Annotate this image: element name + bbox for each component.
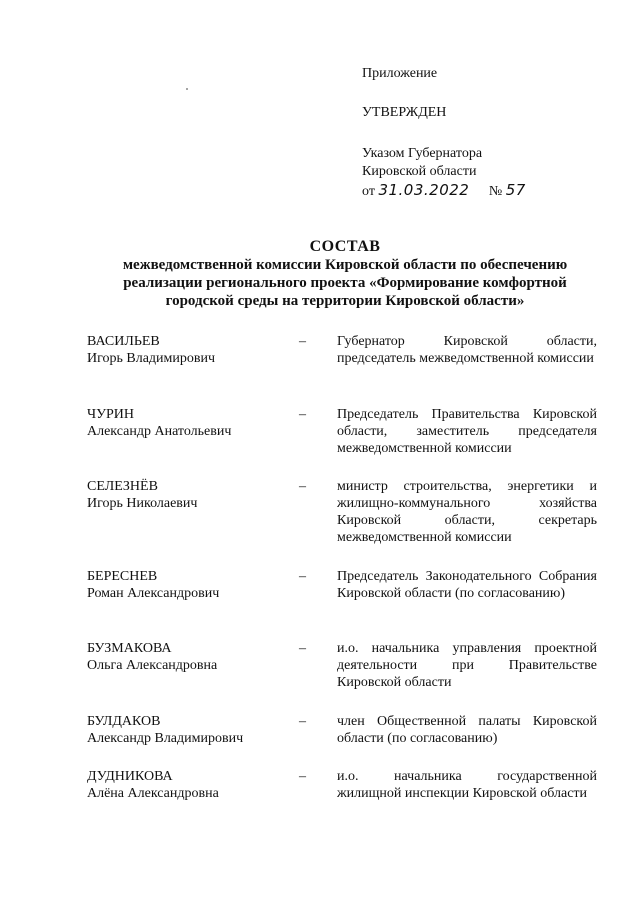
member-role: и.о. начальника управления проектной деятельности при Правительстве Кировской области — [337, 641, 597, 690]
member-given-name: Роман Александрович — [87, 586, 220, 601]
member-given-name: Ольга Александровна — [87, 658, 218, 673]
appendix-label: Приложение — [362, 66, 438, 81]
approved-label: УТВЕРЖДЕН — [362, 105, 447, 120]
member-surname: БУЛДАКОВ — [87, 714, 161, 729]
document-heading: СОСТАВ — [309, 238, 381, 255]
member-dash: – — [299, 641, 306, 656]
member-name — [87, 333, 287, 367]
member-given-name: Александр Владимирович — [87, 731, 244, 746]
member-role: член Общественной палаты Кировской области (по согласованию) — [337, 714, 597, 746]
decree-reference: Указом Губернатора Кировской области — [362, 146, 483, 179]
member-role: Губернатор Кировской области, председатель межведомственной комиссии — [337, 334, 597, 366]
member-name — [87, 478, 287, 512]
member-surname: БЕРЕСНЕВ — [87, 569, 158, 584]
member-given-name: Алёна Александровна — [87, 786, 219, 801]
member-name — [87, 406, 287, 440]
member-surname: ДУДНИКОВА — [87, 769, 173, 784]
member-surname: ВАСИЛЬЕВ — [87, 334, 160, 349]
decree-date-number — [362, 181, 526, 200]
member-dash: – — [299, 769, 306, 784]
member-name — [87, 640, 287, 674]
member-dash: – — [299, 569, 306, 584]
scan-speck — [186, 88, 188, 90]
number-label: № — [488, 184, 503, 199]
member-role: Председатель Правительства Кировской области, заместитель председателя межведомственной комиссии — [337, 407, 597, 456]
member-given-name: Игорь Николаевич — [87, 496, 198, 511]
member-dash: – — [299, 714, 306, 729]
member-surname: ЧУРИН — [87, 407, 135, 422]
member-name — [87, 568, 287, 602]
handwritten-date: 31.03.2022 — [378, 181, 470, 199]
member-role: Председатель Законодательного Собрания Кировской области (по согласованию) — [337, 569, 597, 601]
member-name — [87, 713, 287, 747]
member-dash: – — [299, 479, 306, 494]
member-role: министр строительства, энергетики и жилищно-коммунального хозяйства Кировской области, секретарь межведомственной комиссии — [337, 479, 597, 545]
member-given-name: Игорь Владимирович — [87, 351, 216, 366]
member-role: и.о. начальника государственной жилищной инспекции Кировской области — [337, 769, 597, 801]
member-surname: СЕЛЕЗНЁВ — [87, 479, 158, 494]
member-given-name: Александр Анатольевич — [87, 424, 232, 439]
handwritten-number: 57 — [505, 181, 526, 199]
from-label: от — [362, 184, 375, 199]
member-dash: – — [299, 407, 306, 422]
member-name — [87, 768, 287, 802]
member-surname: БУЗМАКОВА — [87, 641, 172, 656]
document-subtitle: межведомственной комиссии Кировской области по обеспечению реализации регионального проекта «Формирование комфортной городской среды на территории Кировской области» — [122, 257, 568, 309]
member-dash: – — [299, 334, 306, 349]
